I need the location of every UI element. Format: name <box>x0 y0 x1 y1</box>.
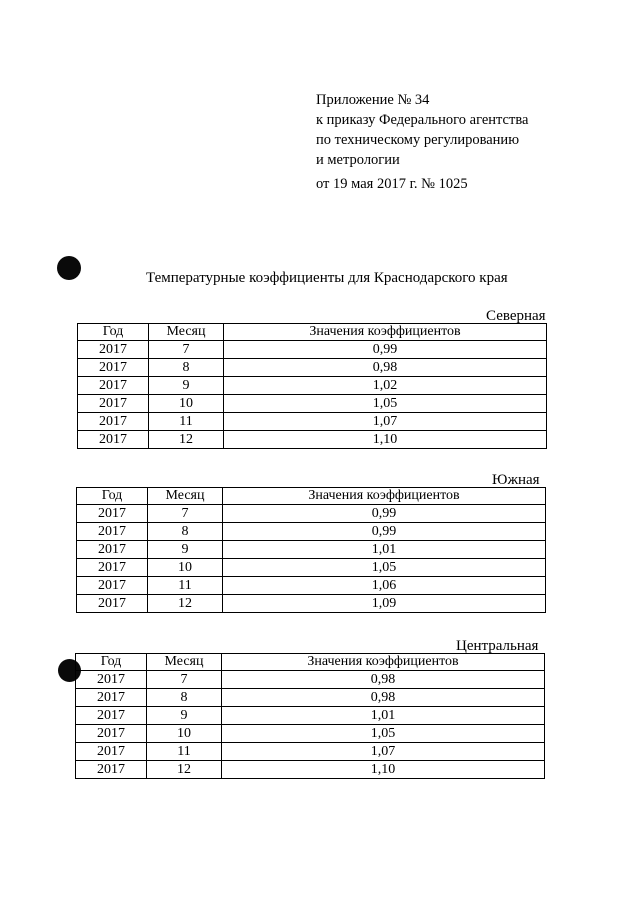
cell-year: 2017 <box>78 395 149 413</box>
table-row <box>76 761 545 779</box>
cell-value: 1,07 <box>222 743 545 761</box>
coefficients-table-central <box>75 653 545 779</box>
cell-month: 12 <box>148 595 223 613</box>
appendix-order-line: по техническому регулированию <box>316 132 520 148</box>
cell-month: 10 <box>148 559 223 577</box>
cell-year: 2017 <box>76 761 147 779</box>
table-row <box>78 413 547 431</box>
cell-year: 2017 <box>77 523 148 541</box>
table-header-row <box>78 324 547 341</box>
cell-year: 2017 <box>76 689 147 707</box>
table-row <box>76 671 545 689</box>
cell-month: 7 <box>149 341 224 359</box>
cell-value: 0,98 <box>222 671 545 689</box>
cell-value: 0,99 <box>223 505 546 523</box>
cell-year: 2017 <box>78 377 149 395</box>
cell-month: 9 <box>149 377 224 395</box>
cell-year: 2017 <box>76 671 147 689</box>
cell-value: 1,05 <box>223 559 546 577</box>
cell-value: 1,06 <box>223 577 546 595</box>
cell-year: 2017 <box>78 359 149 377</box>
table-header-row <box>76 654 545 671</box>
table-row <box>76 725 545 743</box>
table-row <box>77 541 546 559</box>
table-row <box>78 395 547 413</box>
column-header-value: Значения коэффициентов <box>222 654 545 671</box>
cell-month: 12 <box>149 431 224 449</box>
cell-month: 9 <box>148 541 223 559</box>
cell-value: 1,05 <box>224 395 547 413</box>
column-header-value: Значения коэффициентов <box>224 324 547 341</box>
table-row <box>77 595 546 613</box>
region-label-north: Северная <box>486 308 546 324</box>
table-row <box>77 523 546 541</box>
table-row <box>78 377 547 395</box>
appendix-order-line: к приказу Федерального агентства <box>316 112 529 128</box>
cell-month: 9 <box>147 707 222 725</box>
cell-year: 2017 <box>77 577 148 595</box>
cell-year: 2017 <box>77 559 148 577</box>
table-row <box>76 707 545 725</box>
cell-value: 0,99 <box>223 523 546 541</box>
cell-month: 10 <box>147 725 222 743</box>
table-row <box>77 559 546 577</box>
region-label-central: Центральная <box>456 638 539 654</box>
column-header-year: Год <box>78 324 149 341</box>
cell-month: 12 <box>147 761 222 779</box>
column-header-value: Значения коэффициентов <box>223 488 546 505</box>
table-row <box>76 743 545 761</box>
cell-year: 2017 <box>77 505 148 523</box>
cell-value: 0,99 <box>224 341 547 359</box>
cell-month: 8 <box>147 689 222 707</box>
cell-year: 2017 <box>78 431 149 449</box>
cell-value: 0,98 <box>222 689 545 707</box>
cell-month: 7 <box>147 671 222 689</box>
appendix-number: Приложение № 34 <box>316 92 430 108</box>
table-row <box>78 341 547 359</box>
cell-year: 2017 <box>76 725 147 743</box>
coefficients-table-north <box>77 323 547 449</box>
cell-value: 1,02 <box>224 377 547 395</box>
cell-month: 8 <box>148 523 223 541</box>
region-label-south: Южная <box>492 472 540 488</box>
table-row <box>78 431 547 449</box>
cell-year: 2017 <box>76 743 147 761</box>
cell-month: 10 <box>149 395 224 413</box>
cell-value: 1,01 <box>223 541 546 559</box>
column-header-year: Год <box>76 654 147 671</box>
cell-month: 11 <box>148 577 223 595</box>
cell-year: 2017 <box>77 595 148 613</box>
cell-year: 2017 <box>78 413 149 431</box>
column-header-month: Месяц <box>148 488 223 505</box>
appendix-order-line: и метрологии <box>316 152 400 168</box>
cell-value: 0,98 <box>224 359 547 377</box>
cell-year: 2017 <box>76 707 147 725</box>
cell-month: 7 <box>148 505 223 523</box>
cell-value: 1,01 <box>222 707 545 725</box>
table-row <box>78 359 547 377</box>
cell-value: 1,09 <box>223 595 546 613</box>
cell-value: 1,10 <box>224 431 547 449</box>
column-header-month: Месяц <box>147 654 222 671</box>
cell-year: 2017 <box>78 341 149 359</box>
cell-value: 1,10 <box>222 761 545 779</box>
table-header-row <box>77 488 546 505</box>
cell-year: 2017 <box>77 541 148 559</box>
document-title: Температурные коэффициенты для Краснодарского края <box>146 270 508 286</box>
cell-value: 1,07 <box>224 413 547 431</box>
cell-month: 11 <box>149 413 224 431</box>
appendix-order-date: от 19 мая 2017 г. № 1025 <box>316 176 468 192</box>
column-header-year: Год <box>77 488 148 505</box>
appendix-header <box>316 90 528 194</box>
cell-value: 1,05 <box>222 725 545 743</box>
table-row <box>76 689 545 707</box>
punch-hole <box>57 256 81 280</box>
coefficients-table-south <box>76 487 546 613</box>
cell-month: 8 <box>149 359 224 377</box>
column-header-month: Месяц <box>149 324 224 341</box>
table-row <box>77 505 546 523</box>
cell-month: 11 <box>147 743 222 761</box>
table-row <box>77 577 546 595</box>
